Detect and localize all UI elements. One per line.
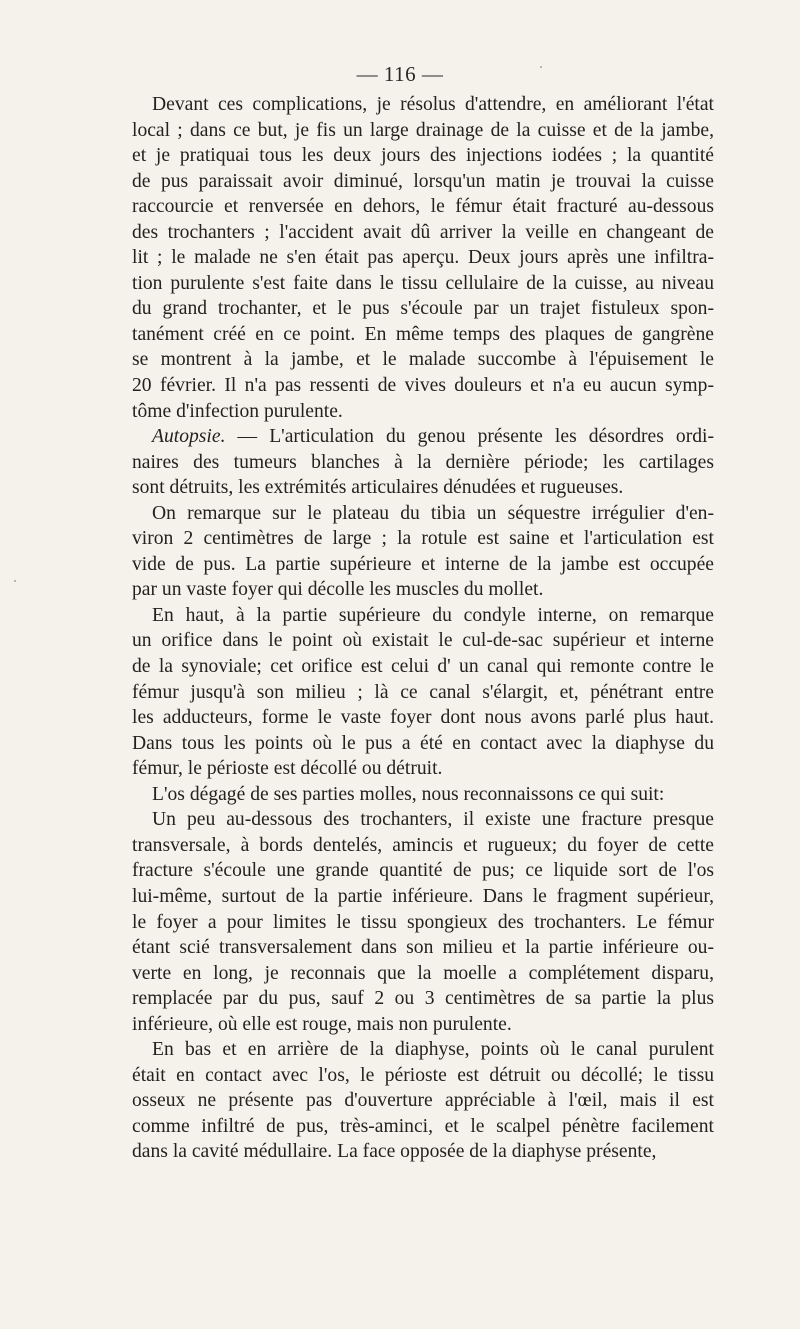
line-text: des trochanters ; l'accident avait dû arriver la veille en changeant de bbox=[132, 221, 714, 243]
line-text: par un vaste foyer qui décolle les muscles du mollet. bbox=[132, 579, 544, 601]
text-line bbox=[112, 92, 714, 118]
text-line bbox=[112, 731, 714, 757]
line-text: et je pratiquai tous les deux jours des injections iodées ; la quantité bbox=[132, 145, 714, 167]
paragraph bbox=[112, 807, 714, 1037]
line-text: fracture s'écoule une grande quantité de pus; ce liquide sort de l'os bbox=[132, 860, 714, 882]
line-text: 20 février. Il n'a pas ressenti de vives douleurs et n'a eu aucun symp- bbox=[132, 375, 714, 397]
text-line bbox=[112, 347, 714, 373]
line-text: naires des tumeurs blanches à la dernière période; les cartilages bbox=[132, 451, 714, 473]
line-text: viron 2 centimètres de large ; la rotule est saine et l'articulation est bbox=[132, 528, 714, 550]
text-line bbox=[112, 654, 714, 680]
text-line bbox=[112, 1037, 714, 1063]
text-line bbox=[112, 1114, 714, 1140]
paragraph bbox=[112, 501, 714, 603]
text-line bbox=[112, 1139, 714, 1165]
text-line bbox=[112, 1088, 714, 1114]
text-line bbox=[112, 169, 714, 195]
text-line bbox=[112, 194, 714, 220]
line-text: fémur jusqu'à son milieu ; là ce canal s'élargit, et, pénétrant entre bbox=[132, 681, 714, 703]
body-text bbox=[112, 92, 714, 1165]
line-text: dans la cavité médullaire. La face opposée de la diaphyse présente, bbox=[132, 1141, 657, 1163]
text-line bbox=[112, 756, 714, 782]
line-text: Un peu au-dessous des trochanters, il existe une fracture presque bbox=[152, 809, 714, 831]
text-line bbox=[112, 475, 714, 501]
line-text: étant scié transversalement dans son milieu et la partie inférieure ou- bbox=[132, 937, 714, 959]
text-line bbox=[112, 1063, 714, 1089]
line-text: tion purulente s'est faite dans le tissu cellulaire de la cuisse, au niveau bbox=[132, 272, 714, 294]
line-text: de pus paraissait avoir diminué, lorsqu'un matin je trouvai la cuisse bbox=[132, 170, 714, 192]
text-line bbox=[112, 501, 714, 527]
paragraph bbox=[112, 603, 714, 782]
line-text: fémur, le périoste est décollé ou détruit. bbox=[132, 758, 443, 780]
line-text: remplacée par du pus, sauf 2 ou 3 centimètres de sa partie la plus bbox=[132, 988, 714, 1010]
text-line bbox=[112, 884, 714, 910]
text-line bbox=[112, 1012, 714, 1038]
text-line bbox=[112, 782, 714, 808]
paper-speck bbox=[14, 580, 16, 582]
line-text: verte en long, je reconnais que la moelle a complétement disparu, bbox=[132, 962, 714, 984]
paragraph bbox=[112, 782, 714, 808]
text-line bbox=[112, 296, 714, 322]
section-lead: Autopsie. bbox=[152, 426, 226, 448]
line-text: En bas et en arrière de la diaphyse, points où le canal purulent bbox=[152, 1039, 714, 1061]
line-text: vide de pus. La partie supérieure et interne de la jambe est occupée bbox=[132, 553, 714, 575]
line-text: lit ; le malade ne s'en était pas aperçu. Deux jours après une infiltra- bbox=[132, 247, 714, 269]
text-line bbox=[112, 399, 714, 425]
line-text: Devant ces complications, je résolus d'attendre, en améliorant l'état bbox=[152, 94, 714, 115]
line-text: lui-même, surtout de la partie inférieure. Dans le fragment supérieur, bbox=[132, 885, 714, 907]
line-text: raccourcie et renversée en dehors, le fémur était fracturé au-dessous bbox=[132, 196, 714, 218]
line-text: du grand trochanter, et le pus s'écoule par un trajet fistuleux spon- bbox=[132, 298, 714, 320]
text-line bbox=[112, 424, 714, 450]
paragraph bbox=[112, 1037, 714, 1165]
text-line bbox=[112, 680, 714, 706]
line-text: En haut, à la partie supérieure du condyle interne, on remarque bbox=[152, 604, 714, 626]
text-line bbox=[112, 807, 714, 833]
paper-speck bbox=[540, 66, 542, 68]
line-text: On remarque sur le plateau du tibia un séquestre irrégulier d'en- bbox=[152, 502, 714, 524]
text-line bbox=[112, 143, 714, 169]
line-text: L'os dégagé de ses parties molles, nous reconnaissons ce qui suit: bbox=[152, 783, 665, 805]
text-line bbox=[112, 858, 714, 884]
paragraph bbox=[112, 92, 714, 424]
line-text: osseux ne présente pas d'ouverture appréciable à l'œil, mais il est bbox=[132, 1090, 714, 1112]
text-line bbox=[112, 271, 714, 297]
line-text: le foyer a pour limites le tissu spongieux des trochanters. Le fémur bbox=[132, 911, 714, 933]
line-text: un orifice dans le point où existait le cul-de-sac supérieur et interne bbox=[132, 630, 714, 652]
text-line bbox=[112, 450, 714, 476]
line-text: Dans tous les points où le pus a été en contact avec la diaphyse du bbox=[132, 732, 714, 754]
text-line bbox=[112, 986, 714, 1012]
text-line bbox=[112, 577, 714, 603]
page-number: — 116 — bbox=[356, 62, 444, 86]
text-line bbox=[112, 833, 714, 859]
text-line bbox=[112, 935, 714, 961]
line-text: comme infiltré de pus, très-aminci, et le scalpel pénètre facilement bbox=[132, 1115, 714, 1137]
line-text: se montrent à la jambe, et le malade succombe à l'épuisement le bbox=[132, 349, 714, 371]
text-line bbox=[112, 220, 714, 246]
text-line bbox=[112, 118, 714, 144]
text-line bbox=[112, 552, 714, 578]
line-text: tanément créé en ce point. En même temps des plaques de gangrène bbox=[132, 323, 714, 345]
line-text: inférieure, où elle est rouge, mais non purulente. bbox=[132, 1013, 512, 1035]
text-line bbox=[112, 628, 714, 654]
line-text: était en contact avec l'os, le périoste est détruit ou décollé; le tissu bbox=[132, 1064, 714, 1086]
text-line bbox=[112, 526, 714, 552]
line-text: de la synoviale; cet orifice est celui d' un canal qui remonte contre le bbox=[132, 656, 714, 678]
text-line bbox=[112, 910, 714, 936]
text-line bbox=[112, 705, 714, 731]
line-text: les adducteurs, forme le vaste foyer dont nous avons parlé plus haut. bbox=[132, 707, 714, 729]
line-text: tôme d'infection purulente. bbox=[132, 400, 343, 422]
line-text: — L'articulation du genou présente les désordres ordi- bbox=[225, 426, 714, 448]
line-text: sont détruits, les extrémités articulaires dénudées et rugueuses. bbox=[132, 477, 624, 499]
text-line bbox=[112, 373, 714, 399]
paragraph bbox=[112, 424, 714, 501]
text-line bbox=[112, 961, 714, 987]
text-line bbox=[112, 322, 714, 348]
text-line bbox=[112, 245, 714, 271]
line-text: local ; dans ce but, je fis un large drainage de la cuisse et de la jambe, bbox=[132, 119, 714, 141]
text-line bbox=[112, 603, 714, 629]
line-text: transversale, à bords dentelés, amincis et rugueux; du foyer de cette bbox=[132, 834, 714, 856]
